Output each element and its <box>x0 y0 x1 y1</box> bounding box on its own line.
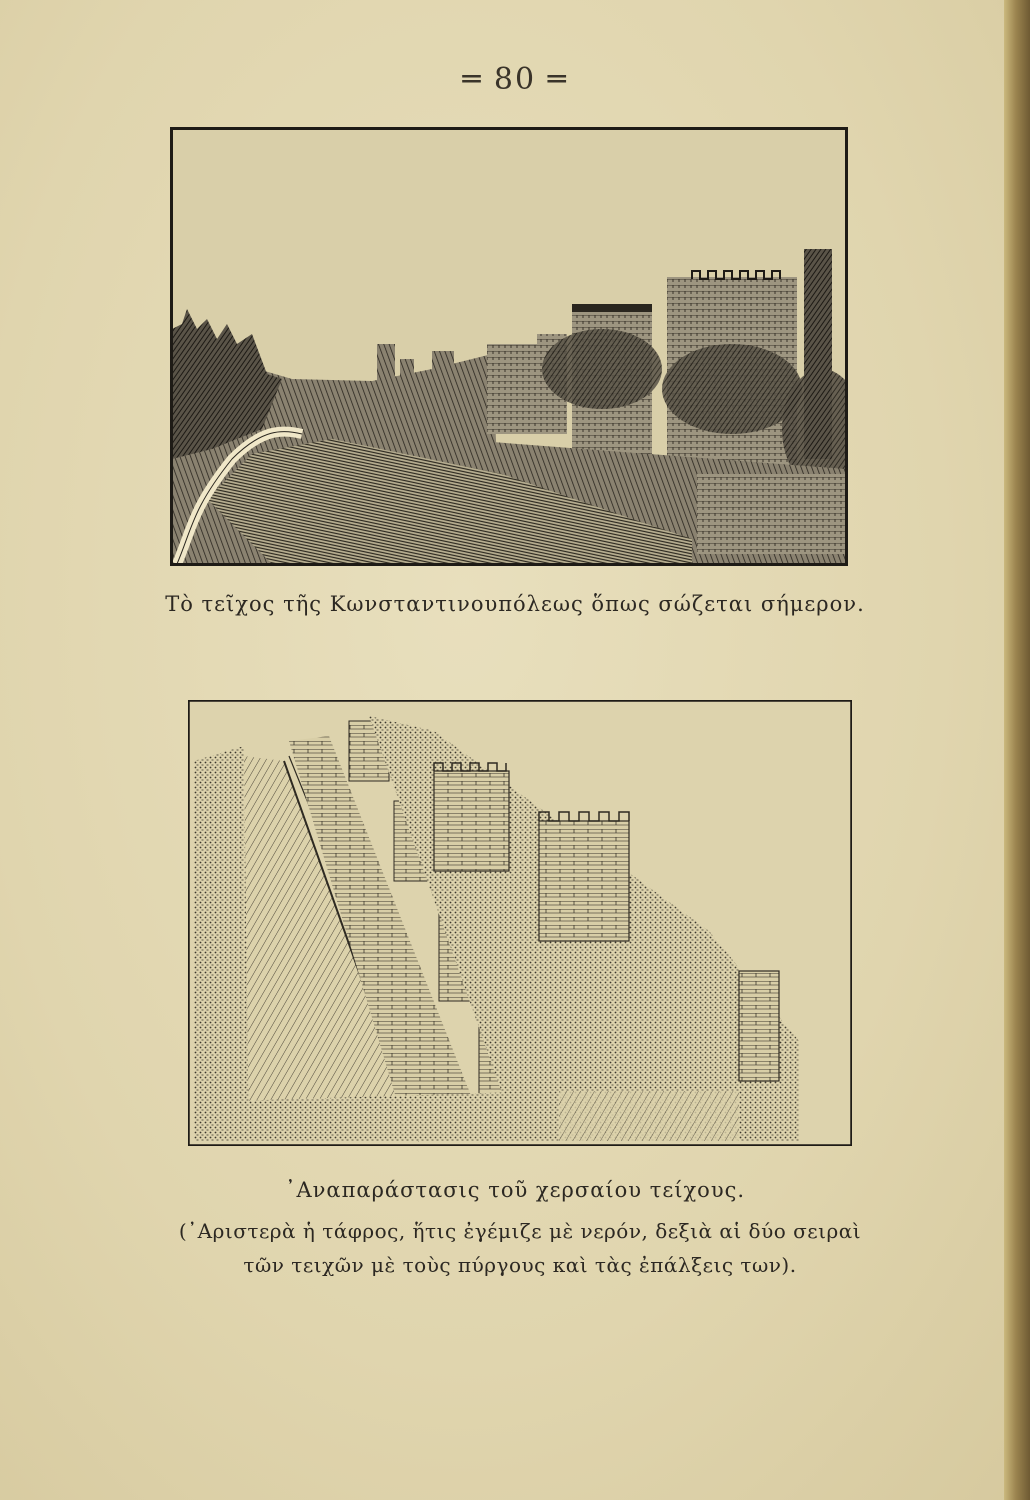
figure1-caption: Τὸ τεῖχος τῆς Κωνσταντινουπόλεως ὅπως σώζεται σήμερον. <box>165 592 865 616</box>
figure2-caption: ᾿Αναπαράστασις τοῦ χερσαίου τείχους. <box>284 1178 746 1202</box>
page-number: ═ 80 ═ <box>462 62 568 97</box>
figure2-note-line1: (᾿Αριστερὰ ἡ τάφρος, ἥτις ἐγέμιζε μὲ νερόν, δεξιὰ αἱ δύο σειραὶ <box>178 1219 862 1243</box>
wall-reconstruction-illustration <box>188 700 852 1146</box>
walls-today-illustration <box>170 127 848 566</box>
figure2-note <box>150 1214 890 1282</box>
figure2-note-line2: τῶν τειχῶν μὲ τοὺς πύργους καὶ τὰς ἐπάλξεις των). <box>243 1253 797 1277</box>
book-spine-edge <box>1004 0 1030 1500</box>
